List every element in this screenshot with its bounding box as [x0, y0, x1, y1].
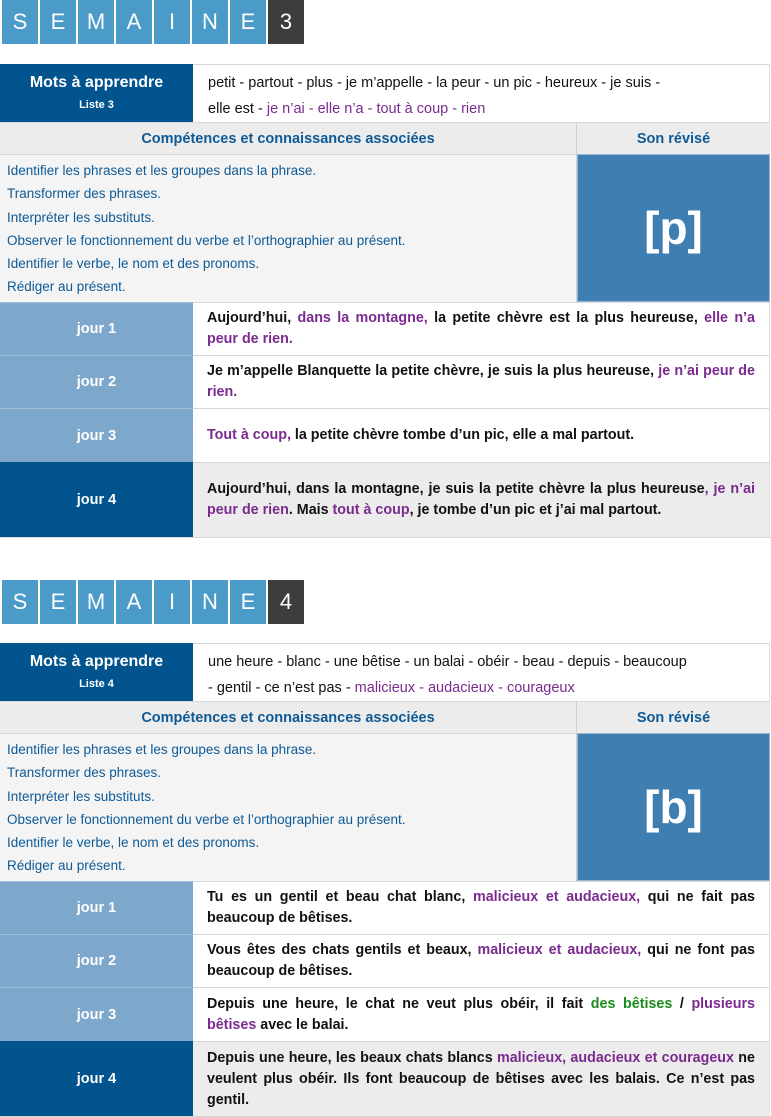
week-banner [2, 0, 304, 44]
day-row [0, 881, 771, 934]
skill-item: Rédiger au présent. [7, 858, 126, 874]
skill-item: Interpréter les substituts. [7, 788, 155, 804]
day-row [0, 302, 771, 355]
word-list-highlight: malicieux - audacieux - courageux [354, 680, 575, 696]
sentence-segment: je n’ai peur de rien. [207, 363, 755, 400]
week-number: 4 [268, 580, 304, 624]
skills-list [0, 154, 577, 302]
day-sentence [193, 408, 770, 462]
day-label: jour 4 [0, 1041, 193, 1116]
banner-letter: M [78, 0, 114, 44]
skill-item: Rédiger au présent. [7, 279, 126, 295]
header-row [0, 701, 771, 733]
day-label: jour 1 [0, 881, 193, 934]
day-sentence [193, 1041, 770, 1116]
sentence-segment: Depuis une heure, les beaux chats blancs [207, 1049, 497, 1066]
word-list-line-2 [208, 96, 759, 122]
banner-letter: E [230, 0, 266, 44]
mots-title: Mots à apprendre [29, 74, 164, 91]
week-4-section [0, 580, 771, 1116]
sentence-segment: malicieux et audacieux, [473, 889, 641, 905]
skill-item: Observer le fonctionnement du verbe et l’orthographier au présent. [7, 811, 406, 827]
banner-letter: A [116, 0, 152, 44]
mots-row [0, 64, 771, 122]
competences-header: Compétences et connaissances associées [0, 122, 577, 154]
sentence-segment: , je n’ai peur de rien [207, 481, 756, 518]
day-label: jour 2 [0, 355, 193, 408]
mots-title: Mots à apprendre [29, 653, 164, 670]
sentence-segment: malicieux, audacieux et courageux [496, 1049, 734, 1066]
banner-letter: E [230, 580, 266, 624]
skill-item: Observer le fonctionnement du verbe et l’orthographier au présent. [7, 232, 406, 248]
day-sentence [193, 881, 770, 934]
sentence-segment: des bêtises [590, 995, 673, 1012]
skills-row [0, 733, 771, 881]
competences-header: Compétences et connaissances associées [0, 701, 577, 733]
day-label: jour 3 [0, 987, 193, 1041]
sentence-segment: elle n’a peur de rien. [207, 310, 755, 347]
sentence-segment: , je tombe d’un pic et j’ai mal partout. [409, 502, 662, 518]
sentence-segment: plusieurs bêtises [207, 995, 755, 1033]
day-label: jour 3 [0, 408, 193, 462]
day-row [0, 1041, 771, 1116]
day-sentence [193, 934, 770, 987]
sentence-segment: Je m’appelle Blanquette la petite chèvre, je suis la plus heureuse, [207, 363, 659, 379]
sentence-segment: Aujourd’hui, [207, 310, 298, 326]
day-row [0, 987, 771, 1041]
day-row [0, 462, 771, 537]
skill-item: Identifier le verbe, le nom et des pronoms. [7, 256, 260, 272]
day-sentence [193, 462, 770, 537]
header-row [0, 122, 771, 154]
son-revise-header: Son révisé [577, 122, 770, 154]
banner-letter: A [116, 580, 152, 624]
mots-row [0, 643, 771, 701]
day-row [0, 355, 771, 408]
banner-letter: I [154, 0, 190, 44]
sentence-segment: la petite chèvre tombe d’un pic, elle a mal partout. [290, 427, 635, 443]
day-sentence [193, 987, 770, 1041]
sentence-segment: tout à coup [332, 502, 410, 518]
mots-list-number: Liste 3 [79, 99, 114, 111]
banner-letter: I [154, 580, 190, 624]
week-number: 3 [268, 0, 304, 44]
word-list-plain: elle est - [208, 101, 267, 117]
day-sentence [193, 302, 770, 355]
sentence-segment: avec le balai. [256, 1016, 349, 1033]
sentence-segment: Tout à coup, [207, 427, 291, 443]
word-list [193, 64, 770, 122]
sentence-segment: qui ne fait pas beaucoup de bêtises. [207, 889, 755, 926]
sentence-segment: dans la montagne, [297, 310, 428, 326]
word-list-highlight: je n’ai - elle n’a - tout à coup - rien [266, 101, 486, 117]
skill-item: Transformer des phrases. [7, 186, 162, 202]
banner-letter: S [2, 580, 38, 624]
sentence-segment: . Mais [288, 502, 333, 518]
day-label: jour 4 [0, 462, 193, 537]
skills-list [0, 733, 577, 881]
sentence-segment: Vous êtes des chats gentils et beaux, [207, 942, 478, 958]
day-label: jour 1 [0, 302, 193, 355]
skill-item: Identifier les phrases et les groupes dans la phrase. [7, 742, 317, 757]
day-row [0, 934, 771, 987]
day-sentence [193, 355, 770, 408]
banner-letter: E [40, 580, 76, 624]
banner-letter: S [2, 0, 38, 44]
word-list-plain: - gentil - ce n’est pas - [208, 680, 355, 696]
sentence-segment: ne veulent plus obéir. Ils font beaucoup de bêtises avec les balais. Ce n’est pas gentil. [207, 1049, 755, 1108]
sentence-segment: malicieux et audacieux, [477, 942, 642, 958]
sound-box: [b] [577, 733, 770, 881]
word-list-line-1: petit - partout - plus - je m’appelle - la peur - un pic - heureux - je suis - [208, 75, 661, 91]
word-list-line-2 [208, 675, 759, 701]
skill-item: Interpréter les substituts. [7, 209, 155, 225]
word-list-line-1: une heure - blanc - une bêtise - un balai - obéir - beau - depuis - beaucoup [208, 654, 687, 670]
day-row [0, 408, 771, 462]
sound-box: [p] [577, 154, 770, 302]
week-3-section [0, 0, 771, 540]
banner-letter: M [78, 580, 114, 624]
sentence-segment: la petite chèvre est la plus heureuse, [427, 310, 705, 326]
sentence-segment: Depuis une heure, le chat ne veut plus obéir, il fait [207, 995, 591, 1012]
mots-label-cell [0, 643, 193, 701]
day-label: jour 2 [0, 934, 193, 987]
sentence-segment: / [672, 995, 692, 1012]
table-bottom-border [0, 537, 771, 538]
sentence-segment: qui ne font pas beaucoup de bêtises. [207, 942, 755, 979]
week-table [0, 64, 771, 538]
mots-list-number: Liste 4 [79, 678, 114, 690]
skill-item: Transformer des phrases. [7, 765, 162, 781]
banner-letter: N [192, 0, 228, 44]
week-banner [2, 580, 304, 624]
skill-item: Identifier le verbe, le nom et des pronoms. [7, 835, 260, 851]
week-table [0, 643, 771, 1117]
sentence-segment: Aujourd’hui, dans la montagne, je suis la petite chèvre la plus heureuse [207, 481, 705, 497]
mots-label-cell [0, 64, 193, 122]
son-revise-header: Son révisé [577, 701, 770, 733]
skills-row [0, 154, 771, 302]
word-list [193, 643, 770, 701]
banner-letter: N [192, 580, 228, 624]
skill-item: Identifier les phrases et les groupes dans la phrase. [7, 163, 317, 178]
sentence-segment: Tu es un gentil et beau chat blanc, [207, 889, 474, 905]
banner-letter: E [40, 0, 76, 44]
